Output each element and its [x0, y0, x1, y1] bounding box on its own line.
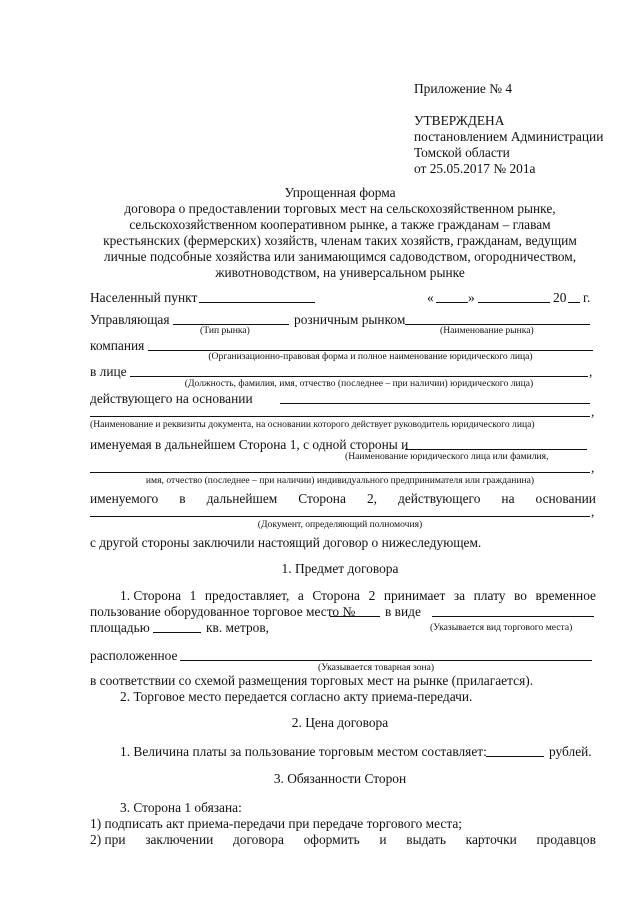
section3-heading: 3. Обязанности Сторон [273, 771, 407, 786]
word: плату [473, 588, 506, 603]
price-text: 1. Величина платы за пользование торговым местом составляет: [120, 744, 487, 759]
year-field[interactable] [568, 302, 580, 303]
appendix-number: Приложение № 4 [414, 81, 513, 96]
word: выдать [406, 832, 446, 847]
comma: , [591, 504, 595, 519]
word: за [453, 588, 466, 603]
obligation-item-2 [90, 832, 596, 848]
form-title-line: животноводством, на универсальном рынке [215, 265, 465, 280]
section1-p1-l3b: кв. метров, [206, 620, 270, 635]
currency-label: рублей. [549, 744, 592, 759]
word: в [179, 491, 186, 506]
place-number-field[interactable] [330, 616, 380, 617]
form-title-line: личные подсобные хозяйства или занимающимся садоводством, огородничеством, [103, 249, 577, 264]
conclusion-line: с другой стороны заключили настоящий договор о нижеследующем. [90, 535, 482, 550]
trade-zone-field[interactable] [180, 660, 592, 661]
authority-document-field[interactable] [90, 516, 590, 517]
hint-place-type: (Указывается вид торгового места) [430, 622, 573, 633]
day-field[interactable] [436, 302, 468, 303]
form-title-line: крестьянских (фермерских) хозяйств, членам таких хозяйств, гражданам, ведущим [103, 233, 577, 248]
word: карточки [465, 832, 517, 847]
word: оформить [303, 832, 360, 847]
party2-acting-line [90, 491, 596, 507]
word: 2 [368, 588, 376, 603]
word: заключении [145, 832, 214, 847]
section1-p1-line [120, 588, 596, 604]
hint-org-form: (Организационно-правовая форма и полное наименование юридического лица) [208, 351, 533, 362]
party2-name-field[interactable] [405, 449, 587, 450]
word: во [514, 588, 527, 603]
quote-open: « [427, 290, 434, 305]
party1-text: именуемая в дальнейшем Сторона 1, с одной стороны и [90, 437, 409, 452]
region-line: Томской области [414, 145, 510, 160]
hint-zone: (Указывается товарная зона) [318, 662, 435, 673]
area-field[interactable] [153, 632, 201, 633]
year-suffix: г. [583, 290, 591, 305]
word: дальнейшем [206, 491, 278, 506]
section3-p3: 3. Сторона 1 обязана: [120, 800, 242, 815]
form-title-line: договора о предоставлении торговых мест на сельскохозяйственном рынке, [124, 201, 556, 216]
year-prefix: 20 [553, 290, 567, 305]
word: 1 [189, 588, 197, 603]
locality-field[interactable] [199, 302, 315, 303]
word: именуемого [90, 491, 159, 506]
acting-basis-label: действующего на основании [90, 391, 253, 406]
comma: , [591, 460, 595, 475]
obligation-item-1: 1) подписать акт приема-передачи при передаче торгового места; [90, 816, 463, 831]
word: договора [232, 832, 284, 847]
word: 2, [366, 491, 377, 506]
word: предоставляет, [204, 588, 290, 603]
word: принимает [383, 588, 446, 603]
managing-label: Управляющая [90, 312, 170, 327]
company-label: компания [90, 338, 145, 353]
hint-document: (Наименование и реквизиты документа, на основании которого действует руководитель юридического лица) [90, 419, 535, 430]
retail-market-label: розничным рынком [294, 312, 406, 327]
word: основании [535, 491, 596, 506]
section1-heading: 1. Предмет договора [281, 561, 399, 576]
form-title-line: сельскохозяйственном кооперативном рынке, а также гражданам – главам [129, 217, 551, 232]
hint-authority: (Документ, определяющий полномочия) [257, 519, 423, 530]
located-label: расположенное [90, 648, 178, 663]
locality-label: Населенный пункт [90, 290, 198, 305]
quote-close: » [468, 290, 475, 305]
basis-document-field[interactable] [280, 403, 590, 404]
hint-market-type: (Тип рынка) [200, 325, 250, 336]
in-person-label: в лице [90, 364, 127, 379]
approved-label: УТВЕРЖДЕНА [414, 113, 505, 128]
word: на [501, 491, 515, 506]
section2-heading: 2. Цена договора [291, 715, 389, 730]
section1-p2: 2. Торговое место передается согласно акту приема-передачи. [120, 689, 473, 704]
word: 2) при [90, 832, 126, 847]
representative-field[interactable] [130, 376, 588, 377]
word: действующего [398, 491, 481, 506]
section1-p1-l2b: в виде [385, 604, 421, 619]
word: временное [535, 588, 596, 603]
hint-market-name: (Наименование рынка) [440, 325, 534, 336]
word: и [379, 832, 387, 847]
word: а [297, 588, 304, 603]
scheme-line: в соответствии со схемой размещения торговых мест на рынке (прилагается). [90, 673, 534, 688]
word: Сторона [298, 491, 346, 506]
form-title: Упрощенная форма [284, 185, 396, 200]
section1-p1-l2a: пользование оборудованное торговое место № [90, 604, 356, 619]
hint-party2-line2: имя, отчество (последнее – при наличии) индивидуального предпринимателя или гражданина) [145, 475, 535, 486]
hint-position: (Должность, фамилия, имя, отчество (последнее – при наличии) юридического лица) [184, 378, 534, 389]
basis-document-field-2[interactable] [90, 416, 590, 417]
decree-line: постановлением Администрации [414, 129, 604, 144]
word: продавцов [536, 832, 596, 847]
word: Сторона [312, 588, 361, 603]
party2-name-field-2[interactable] [90, 472, 590, 473]
price-field[interactable] [486, 756, 544, 757]
comma: , [591, 404, 595, 419]
word: 1. Сторона [120, 588, 182, 603]
comma: , [589, 364, 593, 379]
section1-p1-l3a: площадью [90, 620, 150, 635]
place-type-field[interactable] [432, 616, 594, 617]
decree-date-number: от 25.05.2017 № 201а [414, 161, 536, 176]
month-field[interactable] [478, 302, 550, 303]
hint-party2: (Наименование юридического лица или фамилия, [345, 451, 549, 462]
